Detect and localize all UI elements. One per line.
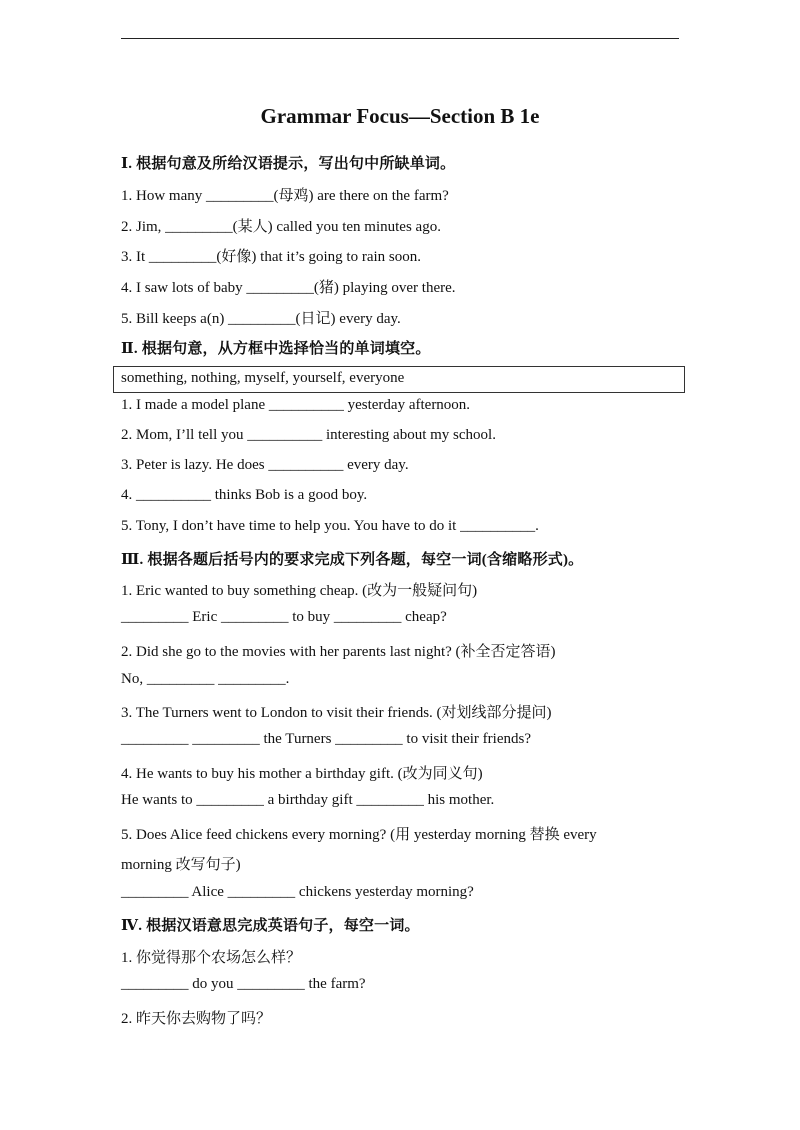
exercise-line: 5. Tony, I don’t have time to help you. You have to do it __________. (121, 518, 539, 534)
answer-line: No, _________ _________. (121, 671, 290, 687)
header-rule (121, 38, 679, 39)
exercise-line: 4. I saw lots of baby _________(猪) playing over there. (121, 280, 456, 296)
answer-line: _________ Eric _________ to buy _________ cheap? (121, 609, 447, 625)
page-title: Grammar Focus—Section B 1e (260, 104, 540, 128)
answer-line: _________ _________ the Turners _________ to visit their friends? (121, 731, 531, 747)
section-3-heading: Ⅲ. 根据各题后括号内的要求完成下列各题，每空一词(含缩略形式)。 (121, 552, 584, 568)
exercise-line: 2. 昨天你去购物了吗？ (121, 1011, 272, 1027)
answer-line: He wants to _________ a birthday gift _________ his mother. (121, 792, 495, 808)
exercise-line: 1. 你觉得那个农场怎么样？ (121, 950, 302, 966)
word-box-text: something, nothing, myself, yourself, everyone (121, 370, 405, 386)
answer-line: _________ Alice _________ chickens yesterday morning? (121, 884, 474, 900)
exercise-line-continued: morning 改写句子) (121, 857, 241, 873)
exercise-line: 5. Does Alice feed chickens every morning? (用 yesterday morning 替换 every (121, 827, 597, 843)
answer-line: _________ do you _________ the farm? (121, 976, 366, 992)
exercise-line: 3. Peter is lazy. He does __________ every day. (121, 457, 409, 473)
exercise-line: 5. Bill keeps a(n) _________(日记) every day. (121, 311, 401, 327)
exercise-line: 4. __________ thinks Bob is a good boy. (121, 487, 368, 503)
exercise-line: 2. Mom, I’ll tell you __________ interesting about my school. (121, 427, 496, 443)
section-2-heading: Ⅱ. 根据句意，从方框中选择恰当的单词填空。 (121, 341, 431, 357)
exercise-line: 2. Did she go to the movies with her parents last night? (补全否定答语) (121, 644, 556, 660)
exercise-line: 1. I made a model plane __________ yesterday afternoon. (121, 397, 471, 413)
exercise-line: 1. Eric wanted to buy something cheap. (改为一般疑问句) (121, 583, 478, 599)
exercise-line: 2. Jim, _________(某人) called you ten minutes ago. (121, 219, 441, 235)
exercise-line: 3. It _________(好像) that it’s going to rain soon. (121, 249, 421, 265)
section-1-heading: Ⅰ. 根据句意及所给汉语提示，写出句中所缺单词。 (121, 156, 456, 172)
section-4-heading: Ⅳ. 根据汉语意思完成英语句子，每空一词。 (121, 918, 420, 934)
exercise-line: 3. The Turners went to London to visit their friends. (对划线部分提问) (121, 705, 552, 721)
exercise-line: 1. How many _________(母鸡) are there on the farm? (121, 188, 449, 204)
exercise-line: 4. He wants to buy his mother a birthday gift. (改为同义句) (121, 766, 483, 782)
word-box (113, 366, 685, 393)
